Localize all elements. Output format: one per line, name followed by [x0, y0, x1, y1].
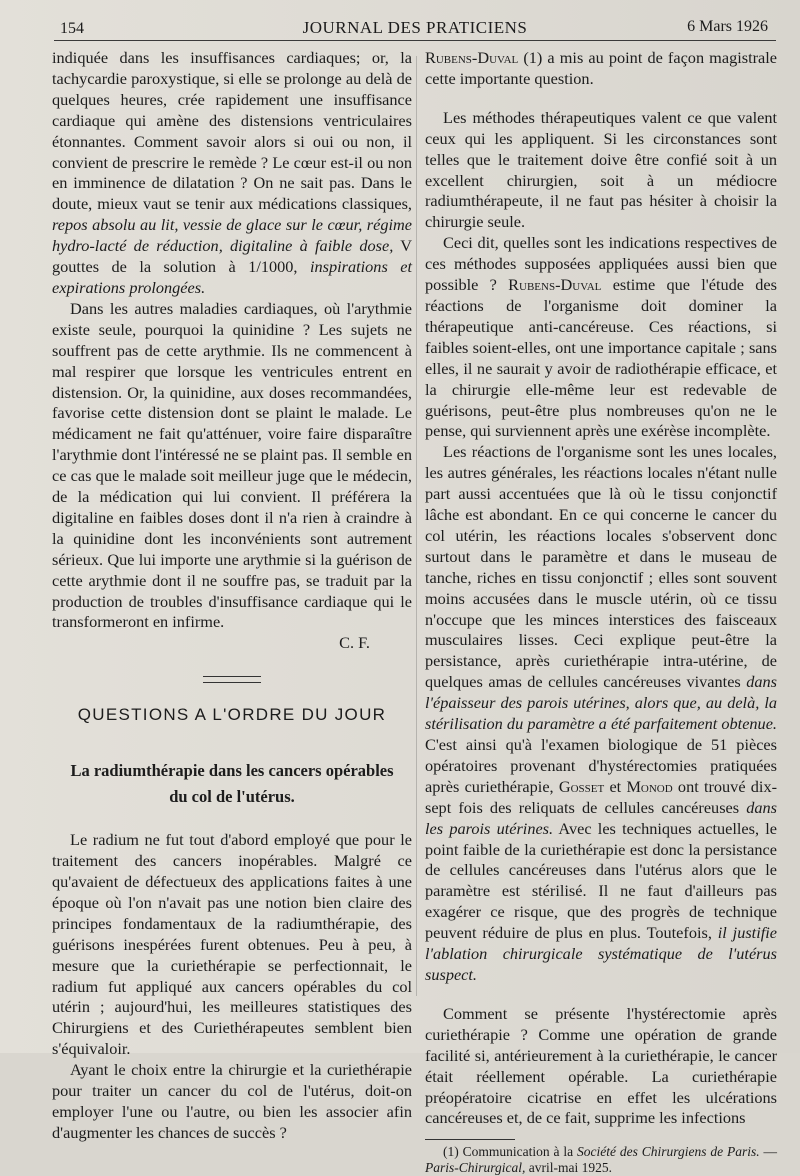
author-name: Rubens-Duval [425, 48, 519, 67]
author-name: Gosset [558, 776, 605, 796]
page-number: 154 [60, 20, 84, 37]
paragraph-other-cardiac: Dans les autres maladies cardiaques, où l'arythmie existe seule, pourquoi la quinidine ? Les sujets ne souffrent pas de cette arythmie. Ils ne commencent à mal respirer que lorsque les ventricules entrent en distension. Or, la quinidine, aux doses recommandées, favorise cette distension dont se plaint le malade. Le médicament ne fait qu'atténuer, voire faire disparaître l'arythmie dont l'intéressé ne se plaint pas. Il semble en ce cas que le malade soit meilleur juge que le médecin, de la médication qui lui convient. Il préférera la digitaline en faibles doses dont il n'a rien à craindre à la quinidine dont les inconvénients sont autrement sérieux. Que lui importe une arythmie si la guérison de cette arythmie dont il ne souffre pas, se traduit par la production de troubles d'insuffisance cardiaque qui le transformeront en infirme. [52, 298, 412, 632]
paragraph-indications: Ceci dit, quelles sont les indications respectives de ces méthodes supposées appliquées aussi bien que possible ? Rubens-Duval estime que l'étude des réactions de l'organisme doit dominer la thérapeutique anti-cancéreuse. Ces réactions, si faibles soient-elles, ont une importance capitale ; sans elles, il ne saurait y avoir de radiothérapie efficace, et la chirurgie elle-même leur est redevable de guérisons, peut-être plus nombreuses qu'on ne le pense, qui surviennent après une exérèse incomplète. [425, 233, 777, 441]
paragraph-reactions: Les réactions de l'organisme sont les unes locales, les autres générales, les réactions locales n'étant nulle part aussi accentuées que là où le tissu conjonctif lâche est abondant. En ce qui concerne le cancer du col utérin, les réactions locales s'observent donc surtout dans le paramètre et dans le museau de tanche, riches en tissu conjonctif ; elles sont souvent moins accusées dans le muscle utérin, où ce tissu n'occupe que les minces interstices des faisceaux musculaires lisses. Ceci explique peut-être la persistance, après curiethérapie intra-utérine, de quelques amas de cellules cancéreuses vivantes dans l'épaisseur des parois utérines, alors que, au delà, la stérilisation du paramètre a été parfaitement obtenue. C'est ainsi qu'à l'examen biologique de 51 pièces opératoires provenant d'hystérectomies pratiquées après curiethérapie, Gosset et Monod ont trouvé dix-sept fois des reliquats de cellules cancéreuses dans les parois utérines. Avec les techniques actuelles, le point faible de la curiethérapie est donc la persistance de cellules cancéreuses dans l'utérus alors que le paramètre est stérilisé. Il ne faut d'ailleurs pas exagérer ce risque, que des progrès de technique peuvent réduire de plus en plus. Toutefois, il justifie l'ablation chirurgicale systématique de l'utérus suspect. [425, 442, 778, 984]
left-column [52, 48, 412, 1144]
emphasis-breathing: inspirations et expirations prolongées. [52, 257, 412, 297]
paragraph-rubens-duval-intro: Rubens-Duval (1) a mis au point de façon magistrale cette importante question. [425, 48, 777, 88]
author-signature: C. F. [339, 633, 370, 653]
journal-title: JOURNAL DES PRATICIENS [302, 18, 528, 37]
column-divider [416, 56, 417, 996]
footnote: (1) Communication à la Société des Chirurgiens de Paris. — Paris-Chirurgical, avril-mai 1925. [425, 1144, 778, 1176]
footnote-rule [425, 1139, 515, 1140]
right-column [425, 48, 777, 1176]
section-separator [203, 676, 261, 683]
paragraph-methods: Les méthodes thérapeutiques valent ce que valent ceux qui les appliquent. Si les circonstances sont telles que le traitement doive être confié soit à un excellent chirurgien, soit à un médiocre radiumthérapeute, il ne faut pas hésiter à choisir la chirurgie seule. [425, 107, 777, 232]
paragraph-radium-history: Le radium ne fut tout d'abord employé que pour le traitement des cancers inopérables. Malgré ce qu'avaient de défectueux des applications faites à une époque où l'on n'avait pas une notion bien claire des principes fondamentaux de la radiumthérapie, des guérisons inespérées furent obtenues. Peu à peu, à mesure que la curiethérapie se perfectionnait, le radium fut appliqué aux cancers opérables du col utérin ; aujourd'hui, les meilleures statistiques des Chirurgiens et des Curiethérapeutes semblent bien s'équivaloir. [52, 830, 412, 1059]
emphasis-classic-treatments: repos absolu au lit, vessie de glace sur le cœur, régime hydro-lacté de réduction, digitaline à faible dose, [52, 215, 412, 256]
author-name: Monod [626, 776, 673, 796]
page-header [54, 14, 776, 41]
section-heading: QUESTIONS A L'ORDRE DU JOUR [77, 705, 387, 725]
paragraph-hysterectomy: Comment se présente l'hystérectomie après curiethérapie ? Comme une opération de grande facilité si, antérieurement à la curiethérapie, le cancer était réellement opérable. La curiethérapie préopératoire cicatrise en effet les ulcérations cancéreuses et, de ce fait, supprime les infections [425, 1003, 777, 1128]
paragraph-quinidine-continued: indiquée dans les insuffisances cardiaques; or, la tachycardie paroxystique, si elle se prolonge au delà de quelques heures, crée rapidement une insuffisance cardiaque qui amène des distensions ventriculaires étonnantes. Comment savoir alors si oui ou non, il convient de prescrire le remède ? Le cœur est-il ou non en imminence de dilatation ? On ne sait pas. Dans le doute, mieux vaut se tenir aux médications classiques, repos absolu au lit, vessie de glace sur le cœur, régime hydro-lacté de réduction, digitaline à faible dose, V gouttes de la solution à 1/1000, inspirations et expirations prolongées. [52, 48, 412, 297]
issue-date: 6 Mars 1926 [687, 18, 768, 35]
author-name: Rubens-Duval [508, 275, 602, 295]
article-title: La radiumthérapie dans les cancers opérables du col de l'utérus. [70, 761, 394, 807]
paragraph-choice-question: Ayant le choix entre la chirurgie et la curiethérapie pour traiter un cancer du col de l'utérus, doit-on employer l'une ou l'autre, ou bien les associer afin d'augmenter les chances de succès ? [52, 1060, 412, 1142]
